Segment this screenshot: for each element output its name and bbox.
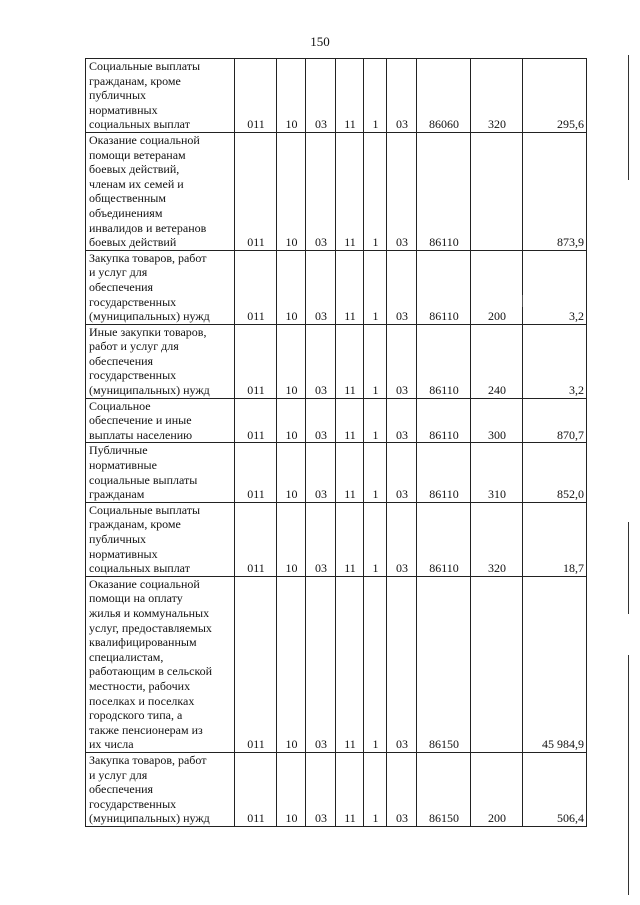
direction-code-cell: 86110 — [417, 324, 471, 398]
subsection-code-cell: 03 — [306, 132, 336, 250]
table-row — [86, 59, 587, 133]
expense-name-line: обеспечения — [89, 279, 154, 294]
table-row — [86, 324, 587, 398]
scan-edge-line — [628, 55, 629, 180]
expense-name-line: нормативные — [89, 458, 157, 473]
subprogram-code-cell: 1 — [364, 250, 387, 324]
expense-name-line: членам их семей и — [89, 176, 184, 191]
direction-code-cell: 86110 — [417, 502, 471, 576]
expense-name-cell — [86, 59, 235, 133]
expense-name-cell — [86, 502, 235, 576]
expense-name-line: общественным — [89, 191, 166, 206]
expense-name-line: помощи на оплату — [89, 591, 183, 606]
ministry-code-cell: 011 — [235, 398, 277, 443]
expense-type-code-cell: 240 — [471, 324, 523, 398]
direction-code-cell: 86110 — [417, 443, 471, 502]
expense-name-line: государственных — [89, 796, 177, 811]
program-code-cell: 11 — [336, 324, 364, 398]
expense-name-line: государственных — [89, 294, 177, 309]
expense-name-line: Закупка товаров, работ — [89, 250, 207, 265]
direction-code-cell: 86110 — [417, 250, 471, 324]
main-event-code-cell: 03 — [387, 398, 417, 443]
expense-name-cell — [86, 752, 235, 826]
expense-name-line: гражданам — [89, 487, 145, 502]
expense-name-line: нормативных — [89, 546, 158, 561]
expense-name-line: Оказание социальной — [89, 132, 200, 147]
expense-name-line: Иные закупки товаров, — [89, 324, 207, 339]
expense-name-line: нормативных — [89, 102, 158, 117]
expense-name-line: жилья и коммунальных — [89, 605, 210, 620]
expense-name-line: и услуг для — [89, 767, 148, 782]
expense-name-line: квалифицированным — [89, 635, 197, 650]
expense-name-cell — [86, 443, 235, 502]
program-code-cell: 11 — [336, 250, 364, 324]
subprogram-code-cell: 1 — [364, 576, 387, 752]
budget-table — [85, 58, 587, 827]
expense-name-line: боевых действий — [89, 235, 177, 250]
ministry-code-cell: 011 — [235, 59, 277, 133]
subsection-code-cell: 03 — [306, 398, 336, 443]
program-code-cell: 11 — [336, 398, 364, 443]
section-code-cell: 10 — [277, 576, 306, 752]
ministry-code-cell: 011 — [235, 250, 277, 324]
subsection-code-cell: 03 — [306, 324, 336, 398]
expense-name-line: их числа — [89, 737, 134, 752]
expense-name-line: помощи ветеранам — [89, 147, 186, 162]
expense-type-code-cell — [471, 576, 523, 752]
table-row — [86, 132, 587, 250]
main-event-code-cell: 03 — [387, 59, 417, 133]
subprogram-code-cell: 1 — [364, 443, 387, 502]
expense-name-line: социальных выплат — [89, 117, 190, 132]
amount-cell: 18,7 — [523, 502, 587, 576]
ministry-code-cell: 011 — [235, 443, 277, 502]
subsection-code-cell: 03 — [306, 576, 336, 752]
expense-name-line: гражданам, кроме — [89, 73, 181, 88]
section-code-cell: 10 — [277, 324, 306, 398]
expense-type-code-cell: 310 — [471, 443, 523, 502]
budget-table-body — [86, 59, 587, 827]
main-event-code-cell: 03 — [387, 250, 417, 324]
main-event-code-cell: 03 — [387, 324, 417, 398]
expense-name-line: инвалидов и ветеранов — [89, 220, 207, 235]
subprogram-code-cell: 1 — [364, 132, 387, 250]
amount-cell: 506,4 — [523, 752, 587, 826]
expense-type-code-cell: 200 — [471, 752, 523, 826]
expense-name-line: специалистам, — [89, 649, 164, 664]
table-row — [86, 576, 587, 752]
direction-code-cell: 86150 — [417, 752, 471, 826]
program-code-cell: 11 — [336, 443, 364, 502]
expense-name-line: государственных — [89, 368, 177, 383]
expense-name-line: публичных — [89, 88, 146, 103]
section-code-cell: 10 — [277, 752, 306, 826]
expense-name-cell — [86, 398, 235, 443]
program-code-cell: 11 — [336, 59, 364, 133]
expense-name-line: (муниципальных) нужд — [89, 811, 210, 826]
program-code-cell: 11 — [336, 502, 364, 576]
expense-name-cell — [86, 250, 235, 324]
table-row — [86, 443, 587, 502]
main-event-code-cell: 03 — [387, 502, 417, 576]
expense-type-code-cell: 320 — [471, 502, 523, 576]
ministry-code-cell: 011 — [235, 132, 277, 250]
subprogram-code-cell: 1 — [364, 502, 387, 576]
expense-name-line: поселках и поселках — [89, 693, 195, 708]
scan-mark — [522, 295, 523, 307]
table-row — [86, 502, 587, 576]
expense-name-line: Социальные выплаты — [89, 502, 201, 517]
expense-name-cell — [86, 576, 235, 752]
section-code-cell: 10 — [277, 132, 306, 250]
amount-cell: 45 984,9 — [523, 576, 587, 752]
expense-name-line: работ и услуг для — [89, 339, 179, 354]
expense-name-line: Закупка товаров, работ — [89, 752, 207, 767]
section-code-cell: 10 — [277, 398, 306, 443]
section-code-cell: 10 — [277, 443, 306, 502]
program-code-cell: 11 — [336, 132, 364, 250]
subprogram-code-cell: 1 — [364, 398, 387, 443]
expense-name-line: социальные выплаты — [89, 472, 198, 487]
expense-name-line: публичных — [89, 532, 146, 546]
expense-type-code-cell: 300 — [471, 398, 523, 443]
amount-cell: 3,2 — [523, 250, 587, 324]
direction-code-cell: 86110 — [417, 132, 471, 250]
expense-type-code-cell — [471, 132, 523, 250]
expense-name-line: (муниципальных) нужд — [89, 309, 210, 324]
direction-code-cell: 86150 — [417, 576, 471, 752]
section-code-cell: 10 — [277, 250, 306, 324]
expense-name-line: социальных выплат — [89, 561, 190, 576]
main-event-code-cell: 03 — [387, 443, 417, 502]
expense-name-line: обеспечения — [89, 353, 154, 368]
subsection-code-cell: 03 — [306, 59, 336, 133]
subsection-code-cell: 03 — [306, 250, 336, 324]
expense-name-line: Публичные — [89, 443, 148, 458]
subsection-code-cell: 03 — [306, 502, 336, 576]
expense-name-line: Социальное — [89, 398, 151, 413]
expense-name-line: боевых действий, — [89, 162, 180, 177]
subsection-code-cell: 03 — [306, 443, 336, 502]
section-code-cell: 10 — [277, 502, 306, 576]
scan-edge-line — [628, 655, 629, 895]
ministry-code-cell: 011 — [235, 502, 277, 576]
main-event-code-cell: 03 — [387, 576, 417, 752]
expense-name-line: обеспечение и иные — [89, 413, 192, 428]
amount-cell: 873,9 — [523, 132, 587, 250]
expense-name-cell — [86, 132, 235, 250]
direction-code-cell: 86110 — [417, 398, 471, 443]
section-code-cell: 10 — [277, 59, 306, 133]
subprogram-code-cell: 1 — [364, 752, 387, 826]
amount-cell: 295,6 — [523, 59, 587, 133]
expense-name-line: обеспечения — [89, 782, 154, 797]
amount-cell: 3,2 — [523, 324, 587, 398]
subprogram-code-cell: 1 — [364, 59, 387, 133]
expense-name-line: услуг, предоставляемых — [89, 620, 212, 635]
expense-name-line: (муниципальных) нужд — [89, 383, 210, 398]
expense-type-code-cell: 200 — [471, 250, 523, 324]
main-event-code-cell: 03 — [387, 752, 417, 826]
main-event-code-cell: 03 — [387, 132, 417, 250]
expense-name-line: работающим в сельской — [89, 664, 213, 679]
amount-cell: 870,7 — [523, 398, 587, 443]
scan-edge-line — [628, 522, 629, 614]
page-number: 150 — [310, 34, 330, 49]
expense-name-line: также пенсионерам из — [89, 722, 203, 737]
expense-name-line: и услуг для — [89, 265, 148, 280]
expense-name-line: Социальные выплаты — [89, 59, 201, 73]
expense-name-line: Оказание социальной — [89, 576, 200, 591]
expense-name-line: гражданам, кроме — [89, 517, 181, 532]
expense-name-line: местности, рабочих — [89, 678, 191, 693]
expense-name-line: объединениям — [89, 205, 163, 220]
subsection-code-cell: 03 — [306, 752, 336, 826]
ministry-code-cell: 011 — [235, 752, 277, 826]
table-row — [86, 250, 587, 324]
program-code-cell: 11 — [336, 576, 364, 752]
program-code-cell: 11 — [336, 752, 364, 826]
table-row — [86, 752, 587, 826]
expense-name-line: выплаты населению — [89, 427, 193, 442]
expense-name-cell — [86, 324, 235, 398]
ministry-code-cell: 011 — [235, 324, 277, 398]
table-row — [86, 398, 587, 443]
amount-cell: 852,0 — [523, 443, 587, 502]
subprogram-code-cell: 1 — [364, 324, 387, 398]
ministry-code-cell: 011 — [235, 576, 277, 752]
expense-type-code-cell: 320 — [471, 59, 523, 133]
direction-code-cell: 86060 — [417, 59, 471, 133]
expense-name-line: городского типа, а — [89, 708, 183, 723]
